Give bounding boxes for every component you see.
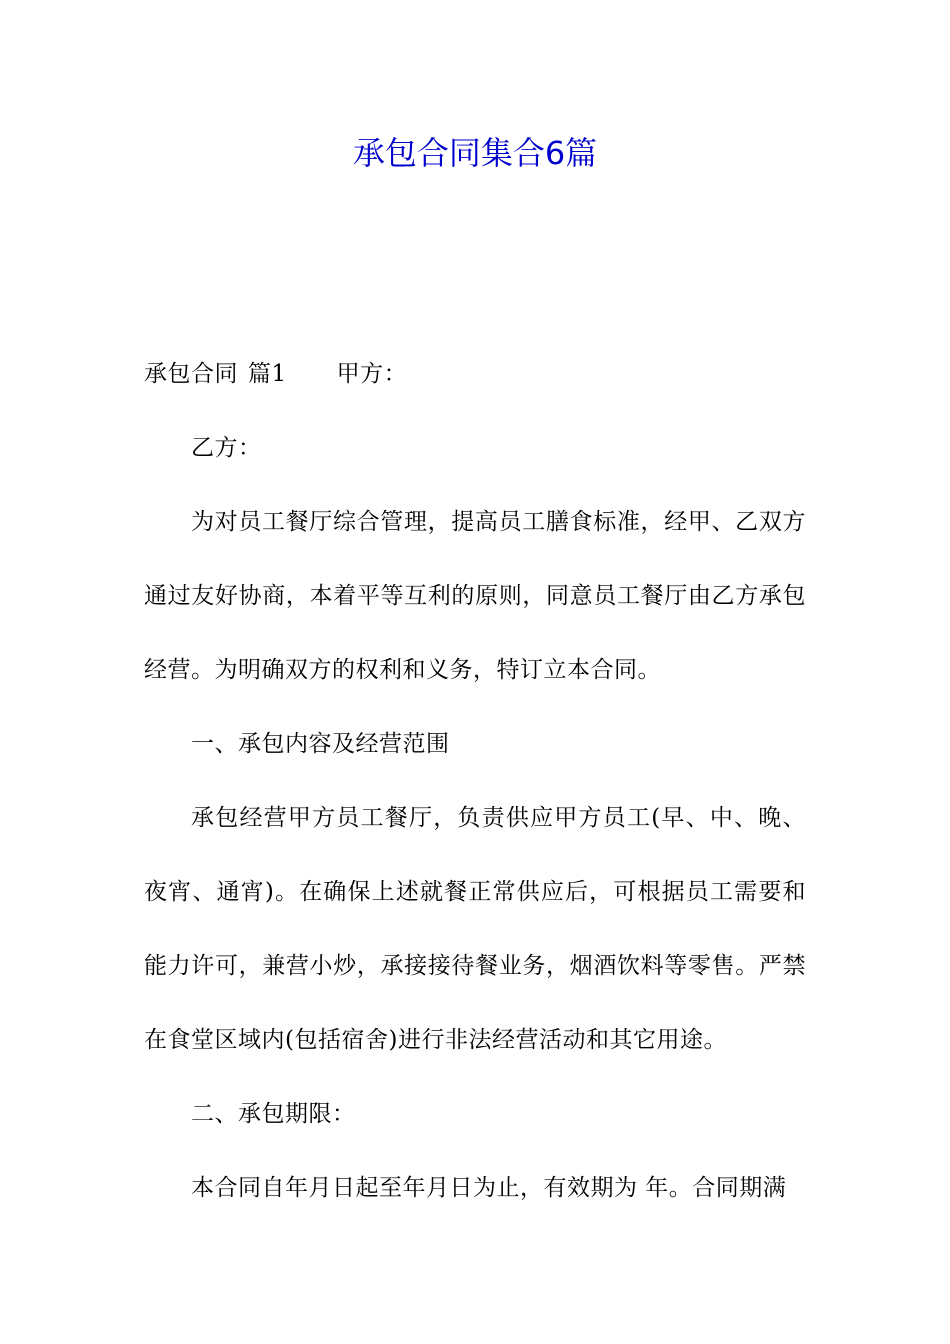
section-heading-1: 一、承包内容及经营范围	[191, 731, 450, 757]
article-heading-line	[144, 337, 806, 411]
paragraph-preamble: 为对员工餐厅综合管理，提高员工膳食标准，经甲、乙双方通过友好协商，本着平等互利的原则，同意员工餐厅由乙方承包经营。为明确双方的权利和义务，特订立本合同。	[144, 509, 806, 683]
document-title: 承包合同集合6篇	[352, 134, 598, 172]
paragraph-term: 本合同自年月日起至年月日为止，有效期为 年。合同期满	[191, 1175, 787, 1201]
document-body	[144, 337, 806, 1225]
article-number: 篇1	[248, 361, 287, 387]
paragraph-scope: 承包经营甲方员工餐厅，负责供应甲方员工(早、中、晚、夜宵、通宵)。在确保上述就餐正常供应后，可根据员工需要和能力许可，兼营小炒，承接接待餐业务，烟酒饮料等零售。严禁在食堂区域内(包括宿舍)进行非法经营活动和其它用途。	[144, 805, 806, 1053]
party-a-label: 甲方：	[336, 361, 408, 387]
section-heading-2: 二、承包期限：	[191, 1101, 356, 1127]
party-b-label: 乙方：	[191, 435, 262, 461]
article-label: 承包合同	[144, 361, 238, 387]
